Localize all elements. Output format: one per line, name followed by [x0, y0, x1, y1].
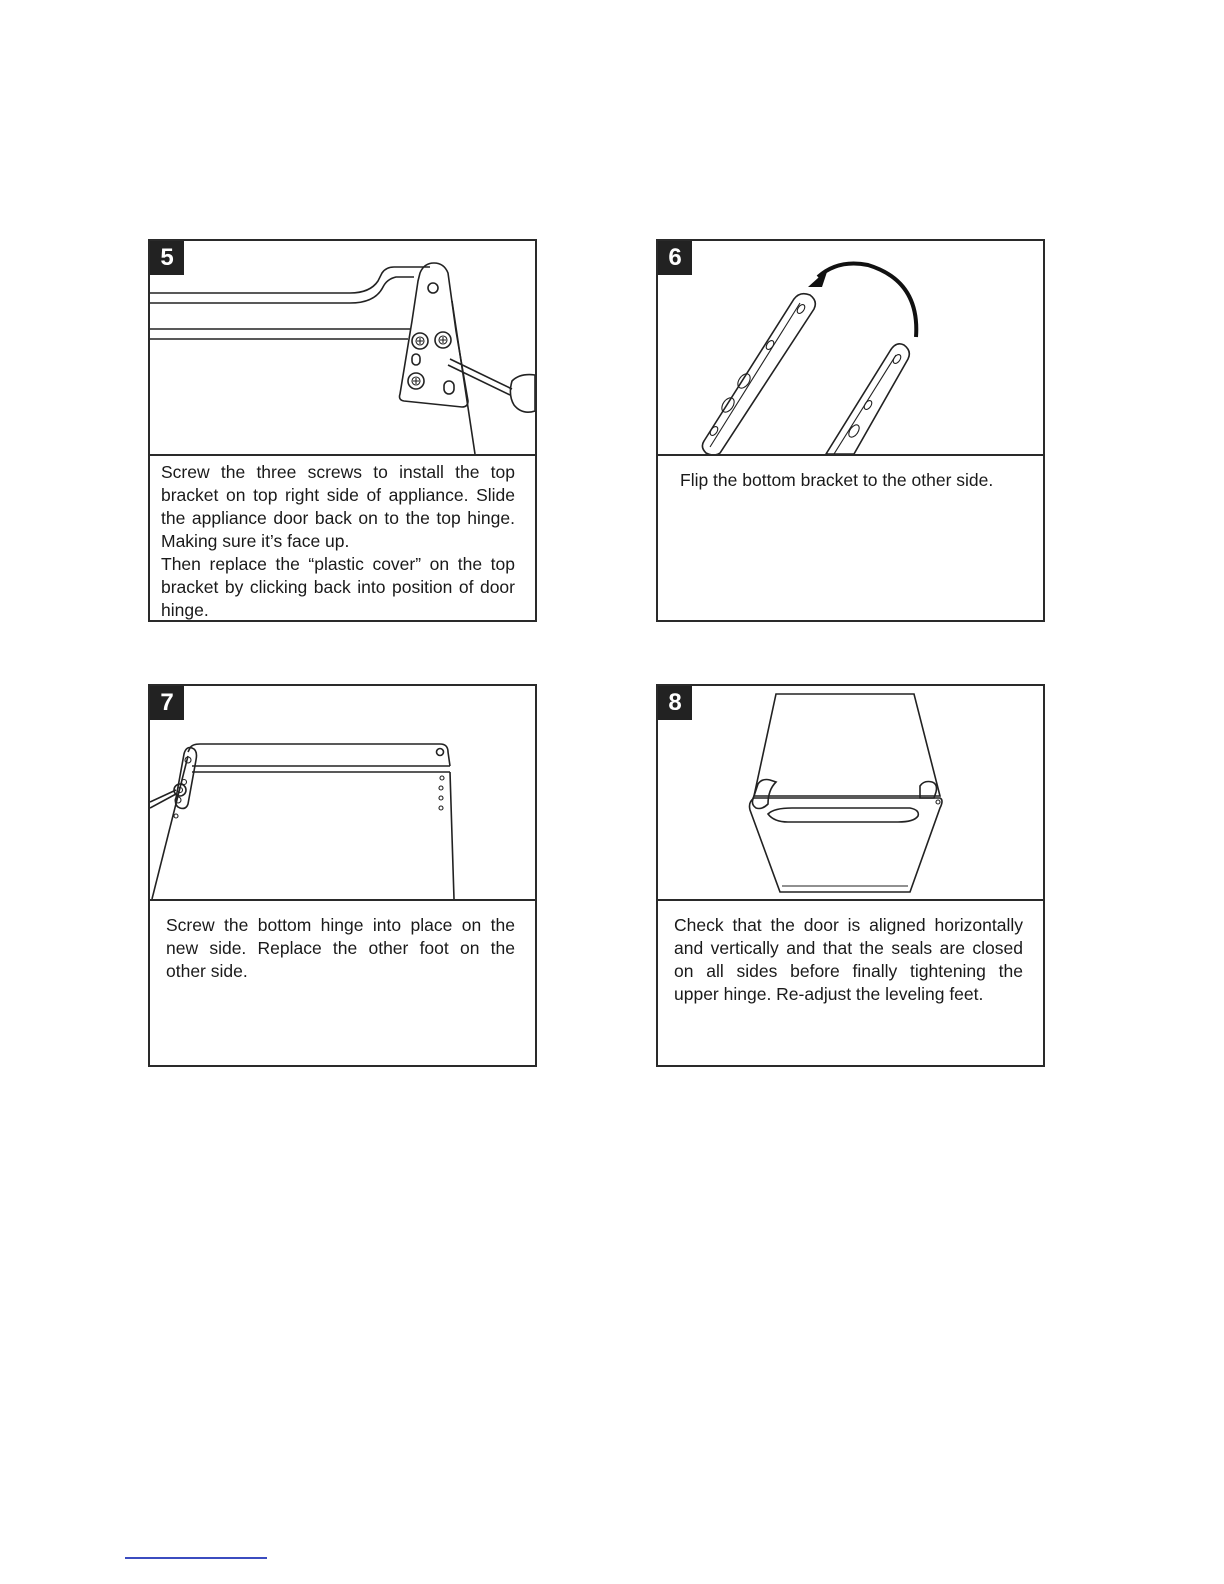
bottom-hinge-illustration	[150, 686, 535, 899]
aligned-door-illustration	[658, 686, 1043, 899]
step-text-paragraph: Flip the bottom bracket to the other side.	[680, 470, 994, 490]
step-5-instructions	[161, 461, 515, 622]
step-8-illustration	[658, 686, 1043, 901]
step-text-paragraph: Then replace the “plastic cover” on the top bracket by clicking back into position of door hinge.	[161, 554, 515, 620]
step-8-instructions	[674, 914, 1023, 1006]
step-text-paragraph: Check that the door is aligned horizontally and vertically and that the seals are closed on all sides before finally tightening the upper hinge. Re-adjust the leveling feet.	[674, 915, 1023, 1004]
step-6-instructions	[680, 469, 1023, 492]
footer-rule	[125, 1557, 267, 1559]
step-number: 7	[150, 686, 184, 720]
step-text-paragraph: Screw the bottom hinge into place on the new side. Replace the other foot on the other side.	[166, 915, 515, 981]
step-5-panel	[148, 239, 537, 622]
step-6-illustration	[658, 241, 1043, 456]
step-6-panel	[656, 239, 1045, 622]
step-5-illustration	[150, 241, 535, 456]
step-number: 8	[658, 686, 692, 720]
top-bracket-screw-illustration	[150, 241, 535, 454]
step-7-panel	[148, 684, 537, 1067]
step-7-instructions	[166, 914, 515, 983]
step-number: 5	[150, 241, 184, 275]
step-8-panel	[656, 684, 1045, 1067]
step-7-illustration	[150, 686, 535, 901]
flip-bracket-illustration	[658, 241, 1043, 454]
step-text-paragraph: Screw the three screws to install the top bracket on top right side of appliance. Slide the appliance door back on to the top hinge. Making sure it’s face up.	[161, 462, 515, 551]
step-number: 6	[658, 241, 692, 275]
